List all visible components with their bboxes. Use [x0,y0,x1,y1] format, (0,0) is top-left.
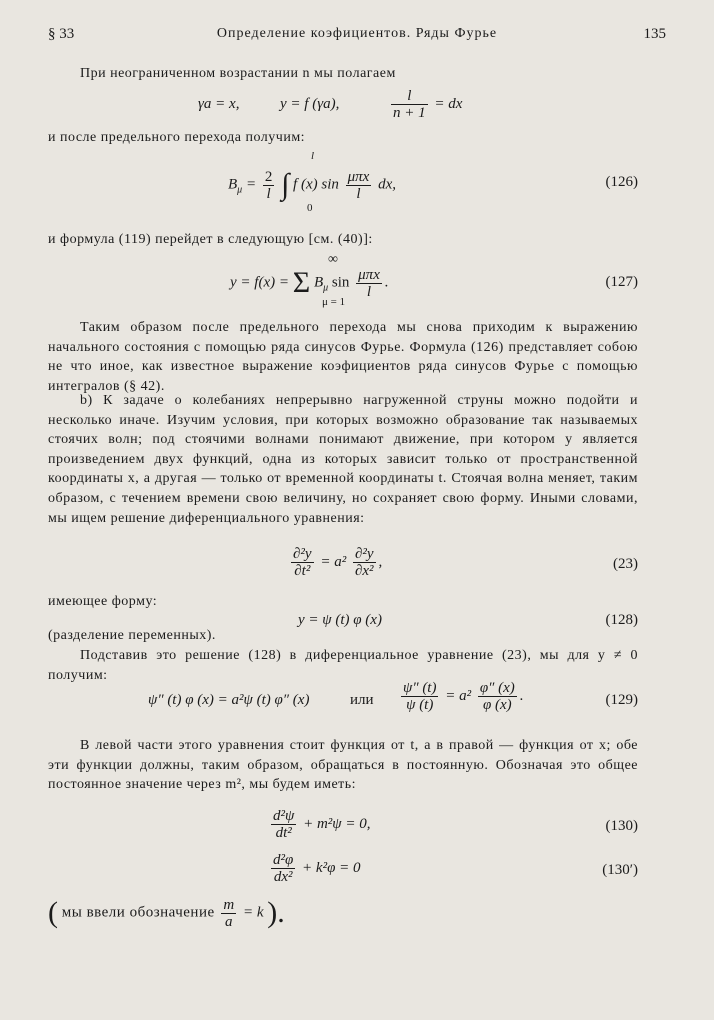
equation-126 [48,150,638,218]
eq129-tail: . [519,687,524,704]
eq126-tail: dx, [378,176,396,193]
eq126-eq: = [245,176,257,193]
equation-130-prime [48,852,638,892]
eq130-den: dt² [275,825,292,841]
integral-lower-limit: 0 [307,202,313,214]
paragraph-8: Подставив это решение (128) в диференциальное уравнение (23), мы для y ≠ 0 получим: [48,648,638,683]
eq126-arg-num: μπx [347,168,370,185]
eq128-number: (128) [605,612,638,628]
eq23-tail: , [378,553,383,570]
eq129-mid: = a² [445,687,472,704]
eq23-lnum: ∂²y [293,546,312,562]
notation-text: мы ввели обозначение [61,904,215,921]
frac-num: l [391,88,428,105]
eq23-number: (23) [613,556,638,572]
notation-num: m [223,896,235,913]
eq126-lhs: B [228,176,238,193]
eq-part-c-rhs: = dx [434,95,463,112]
eq127-tail: . [384,274,389,291]
paragraph-2: и после предельного перехода получим: [48,130,306,145]
integral-upper-limit: l [311,150,315,162]
eq127-arg-den: l [366,283,372,300]
eq130p-num: d²φ [273,852,294,868]
integral-sign: ∫ [281,168,290,201]
equation-127 [48,252,638,310]
eq130-number: (130) [605,818,638,834]
eq130p-number: (130′) [602,862,638,878]
eq126-coef-num: 2 [264,168,273,185]
equation-130 [48,808,638,848]
eq127-number: (127) [605,274,638,290]
eq130p-den: dx² [273,869,293,885]
page-number: 135 [643,26,666,42]
notation-den: a [225,913,233,930]
paragraph-3: и формула (119) перейдет в следующую [см. (40)]: [48,232,373,247]
eq130-num: d²ψ [273,808,295,824]
sum-upper-limit: ∞ [328,252,338,267]
eq130-rest: + m²ψ = 0, [303,815,371,832]
eq130p-rest: + k²φ = 0 [302,859,361,876]
eq129-rnum: φ″ (x) [479,680,515,696]
eq127-sin: sin [331,274,350,291]
paragraph-6: имеющее форму: [48,594,158,609]
paragraph-5: b) К задаче о колебаниях непрерывно нагруженной струны можно подойти и несколько иначе. Изучим условия, при которых возможно образование так называемых стоячих волн; под стоячими волнами понимают движение, при котором y является произведением двух функций, одна из которых зависит только от пространственной координаты x, а другая — только от временной координаты t. Стоячая волна меняет, таким образом, с течением времени свою величину, но сохраняет свою форму. Иными словами, мы ищем решение диференциального уравнения: [48,393,638,526]
eq127-arg-num: μπx [358,266,380,283]
equation-limits [48,88,638,124]
eq127-sub: μ [323,282,329,294]
paragraph-7: (разделение переменных). [48,628,216,643]
notation-rest: = k [242,904,264,921]
eq127-lhs: y = f(x) = [230,274,289,291]
eq126-number: (126) [605,174,638,190]
eq-part-b: y = f (γa), [280,96,340,112]
sum-lower-limit: μ = 1 [322,296,346,308]
eq23-rden: ∂x² [354,563,374,579]
paragraph-9: В левой части этого уравнения стоит функция от t, а в правой — функция от x; обе эти функции должны, таким образом, обращаться в постоянную. Обозначая это общее постоянное значение через m², мы будем иметь: [48,738,638,793]
equation-129 [48,680,638,722]
header-title: Определение коэфициентов. Ряды Фурье [216,26,498,41]
paragraph-4: Таким образом после предельного перехода мы снова приходим к выражению начального состояния с помощью ряда синусов Фурье. Формула (126) представляет собою не что иное, как известное выражение коэфициентов ряда синусов Фурье с помощью интегралов (§ 42). [48,320,638,394]
eq129-lnum: ψ″ (t) [403,680,437,696]
frac-den: n + 1 [393,105,426,121]
eq128-formula: y = ψ (t) φ (x) [298,612,382,628]
eq129-lden: ψ (t) [406,697,434,713]
equation-23 [48,546,638,586]
eq129-rden: φ (x) [482,697,512,713]
eq126-sub: μ [237,184,243,196]
eq127-body: B [313,274,324,291]
notation-line: ( мы ввели обозначение $\frac{m}{a}$ = k ). [48,896,285,930]
eq-part-a: γa = x, [198,96,240,112]
eq23-mid: = a² [320,553,347,570]
sum-sign: Σ [292,266,311,299]
eq129-number: (129) [605,692,638,708]
eq23-lden: ∂t² [294,563,311,579]
eq23-rnum: ∂²y [354,546,374,562]
running-header [48,26,666,46]
eq126-arg-den: l [356,185,361,202]
eq126-body: f (x) sin [293,176,339,193]
paragraph-1: При неограниченном возрастании n мы полагаем [80,66,396,81]
eq129-or: или [350,692,374,708]
eq129-lhs: ψ″ (t) φ (x) = a²ψ (t) φ″ (x) [148,692,310,708]
eq126-coef-den: l [266,185,271,202]
section-number: § 33 [48,26,75,42]
